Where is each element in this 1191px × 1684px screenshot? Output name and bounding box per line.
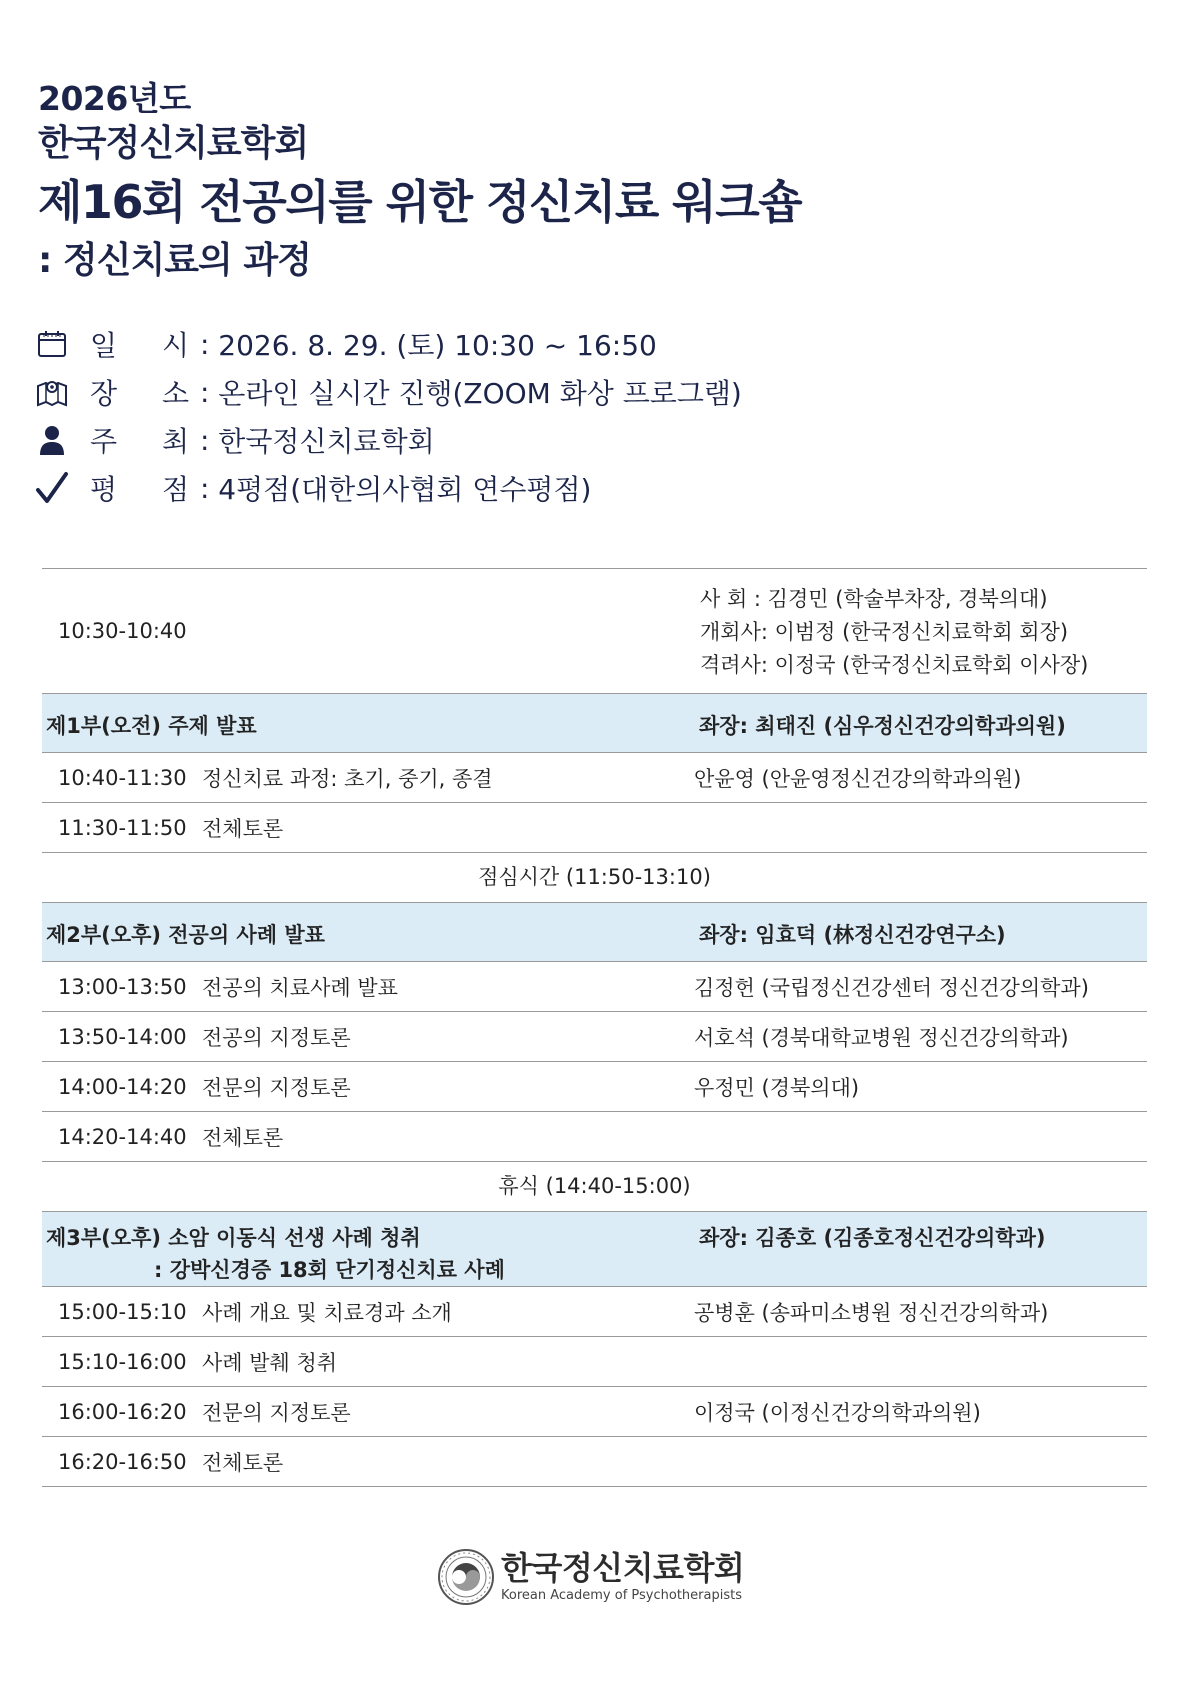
page-title: 제16회 전공의를 위한 정신치료 워크숍 [38, 175, 802, 229]
row-topic: 전공의 치료사례 발표 [202, 975, 398, 1000]
row-topic: 전문의 지정토론 [202, 1075, 351, 1100]
lunch-break-row: 점심시간 (11:50-13:10) [42, 853, 1147, 903]
table-row [42, 962, 1147, 1012]
rest-break-row: 휴식 (14:40-15:00) [42, 1162, 1147, 1212]
info-row-place: 장 소 : 온라인 실시간 진행(ZOOM 화상 프로그램) [34, 368, 742, 416]
map-icon [34, 374, 70, 410]
row-presenter: 서호석 (경북대학교병원 정신건강의학과) [694, 1025, 1069, 1050]
row-presenter: 김정헌 (국립정신건강센터 정신건강의학과) [694, 975, 1089, 1000]
info-row-host: 주 최 : 한국정신치료학회 [34, 416, 742, 464]
row-topic: 전체토론 [202, 816, 284, 841]
info-value-credit: 4평점(대한의사협회 연수평점) [218, 473, 592, 506]
row-time: 16:20-16:50 [58, 1449, 187, 1474]
page-subtitle: : 정신치료의 과정 [38, 240, 311, 281]
encouragement-address: 격려사: 이정국 (한국정신치료학회 이사장) [700, 653, 1089, 677]
header [38, 78, 801, 286]
person-icon [34, 422, 70, 458]
academy-name-en: Korean Academy of Psychotherapists [501, 1588, 742, 1603]
event-year: 2026년도 [38, 79, 191, 118]
row-time: 16:00-16:20 [58, 1399, 187, 1424]
row-time: 11:30-11:50 [58, 815, 187, 840]
session-chair: 좌장: 최태진 (심우정신건강의학과의원) [699, 714, 1066, 738]
session-title: 제2부(오후) 전공의 사례 발표 [46, 923, 325, 947]
opening-row [42, 568, 1147, 694]
table-row [42, 1062, 1147, 1112]
event-info [34, 320, 742, 512]
session-header-1 [42, 694, 1147, 753]
info-label-b: 점 [162, 473, 190, 506]
row-topic: 전체토론 [202, 1450, 284, 1475]
info-value-place: 온라인 실시간 진행(ZOOM 화상 프로그램) [218, 377, 742, 410]
table-row [42, 1287, 1147, 1337]
info-label-b: 소 [162, 377, 190, 410]
row-time: 14:20-14:40 [58, 1124, 187, 1149]
opening-moderator: 사 회 : 김경민 (학술부차장, 경북의대) [700, 587, 1048, 611]
info-label-a: 평 [90, 473, 118, 506]
footer-logo [437, 1548, 744, 1606]
info-row-date: 일 시 : 2026. 8. 29. (토) 10:30 ~ 16:50 [34, 320, 742, 368]
table-row [42, 1337, 1147, 1387]
table-row [42, 753, 1147, 803]
row-topic: 사례 발췌 청취 [202, 1350, 338, 1375]
table-row [42, 1012, 1147, 1062]
row-time: 15:10-16:00 [58, 1349, 187, 1374]
session-title: 제1부(오전) 주제 발표 [46, 714, 257, 738]
row-presenter: 공병훈 (송파미소병원 정신건강의학과) [694, 1300, 1049, 1325]
session-chair: 좌장: 김종호 (김종호정신건강의학과) [699, 1226, 1046, 1250]
opening-time: 10:30-10:40 [58, 619, 187, 643]
organizer-title: 한국정신치료학회 [38, 123, 309, 164]
info-row-credit: 평 점 : 4평점(대한의사협회 연수평점) [34, 464, 742, 512]
row-time: 10:40-11:30 [58, 765, 187, 790]
table-row [42, 803, 1147, 853]
academy-name-ko: 한국정신치료학회 [501, 1549, 745, 1587]
session-header-3 [42, 1212, 1147, 1287]
row-topic: 정신치료 과정: 초기, 중기, 종결 [202, 766, 493, 791]
calendar-icon [34, 326, 70, 362]
academy-seal-logo [437, 1548, 495, 1606]
info-label-a: 주 [90, 425, 118, 458]
check-icon [34, 470, 70, 506]
session-header-2 [42, 903, 1147, 962]
info-value-date: 2026. 8. 29. (토) 10:30 ~ 16:50 [218, 329, 657, 362]
row-time: 13:50-14:00 [58, 1024, 187, 1049]
info-label-a: 장 [90, 377, 118, 410]
session-subtitle: : 강박신경증 18회 단기정신치료 사례 [154, 1258, 505, 1282]
session-title: 제3부(오후) 소암 이동식 선생 사례 청취 [46, 1226, 421, 1250]
schedule-table [42, 568, 1147, 1487]
info-label-b: 최 [162, 425, 190, 458]
row-topic: 전공의 지정토론 [202, 1025, 351, 1050]
info-value-host: 한국정신치료학회 [218, 425, 435, 458]
row-presenter: 이정국 (이정신건강의학과의원) [694, 1400, 981, 1425]
info-label-a: 일 [90, 329, 118, 362]
row-time: 13:00-13:50 [58, 974, 187, 999]
info-label-b: 시 [162, 329, 190, 362]
row-topic: 사례 개요 및 치료경과 소개 [202, 1300, 452, 1325]
table-row [42, 1387, 1147, 1437]
row-presenter: 우정민 (경북의대) [694, 1075, 860, 1100]
session-chair: 좌장: 임효덕 (林정신건강연구소) [699, 923, 1006, 947]
table-row [42, 1112, 1147, 1162]
row-presenter: 안윤영 (안윤영정신건강의학과의원) [694, 766, 1022, 791]
table-row [42, 1437, 1147, 1487]
opening-staff [700, 583, 1088, 682]
row-time: 14:00-14:20 [58, 1074, 187, 1099]
opening-address: 개회사: 이범정 (한국정신치료학회 회장) [700, 620, 1069, 644]
row-topic: 전문의 지정토론 [202, 1400, 351, 1425]
row-time: 15:00-15:10 [58, 1299, 187, 1324]
row-topic: 전체토론 [202, 1125, 284, 1150]
